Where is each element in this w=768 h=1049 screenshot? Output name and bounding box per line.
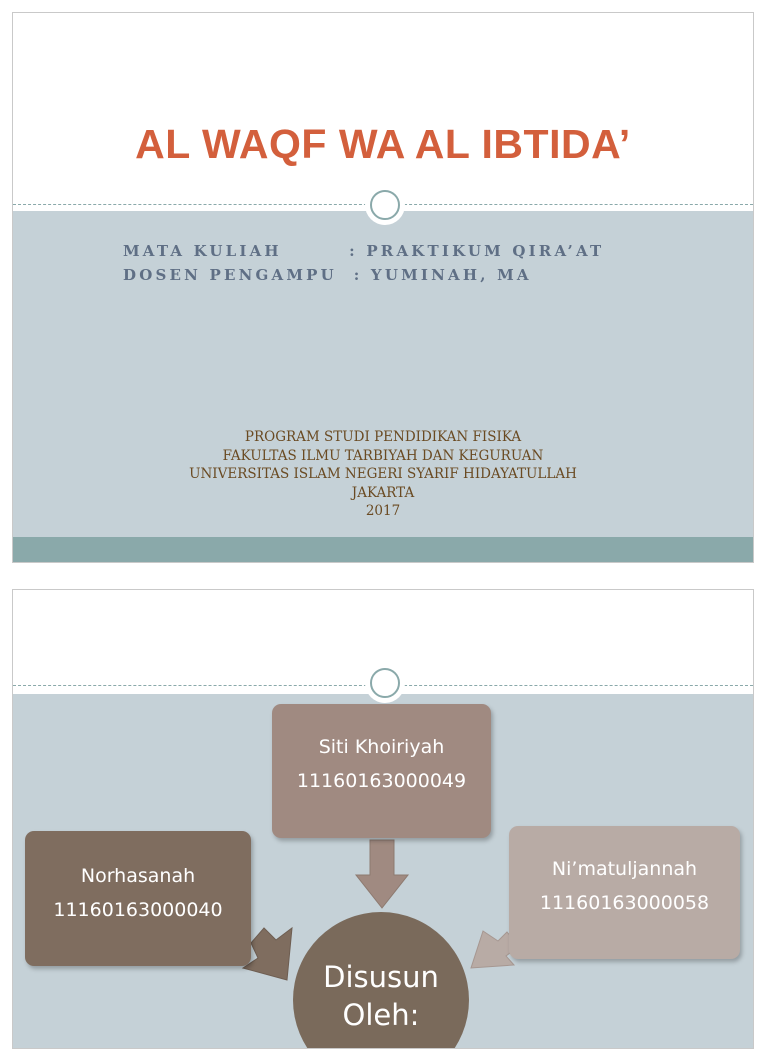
institution-program: PROGRAM STUDI PENDIDIKAN FISIKA <box>244 429 522 445</box>
presentation-title: AL WAQF WA AL IBTIDA’ <box>135 121 631 167</box>
center-label-line2: Oleh: <box>342 998 420 1032</box>
arrow-down <box>356 840 408 908</box>
member-name: Ni’matuljannah <box>551 858 698 880</box>
lecturer-line: DOSEN PENGAMPU : YUMINAH, MA <box>123 266 532 284</box>
institution-block <box>13 428 753 521</box>
member-card-nimatuljannah <box>509 826 740 959</box>
member-name: Norhasanah <box>80 865 196 887</box>
members-slide <box>12 589 754 1049</box>
title-slide <box>12 12 754 563</box>
member-name: Siti Khoiriyah <box>318 736 445 758</box>
institution-university: UNIVERSITAS ISLAM NEGERI SYARIF HIDAYATULLAH <box>189 466 577 482</box>
member-id: 11160163000049 <box>296 770 467 792</box>
ring-ornament <box>365 185 405 225</box>
course-line: MATA KULIAH : PRAKTIKUM QIRA’AT <box>123 242 605 260</box>
institution-city: JAKARTA <box>351 484 415 501</box>
member-id: 11160163000058 <box>539 892 710 914</box>
bottom-accent-bar <box>13 537 753 563</box>
member-card-norhasanah <box>25 831 251 966</box>
institution-year: 2017 <box>365 503 401 519</box>
member-id: 11160163000040 <box>53 899 223 921</box>
institution-faculty: FAKULTAS ILMU TARBIYAH DAN KEGURUAN <box>222 447 544 464</box>
center-label-line1: Disusun <box>323 960 439 994</box>
member-card-siti <box>272 704 491 838</box>
